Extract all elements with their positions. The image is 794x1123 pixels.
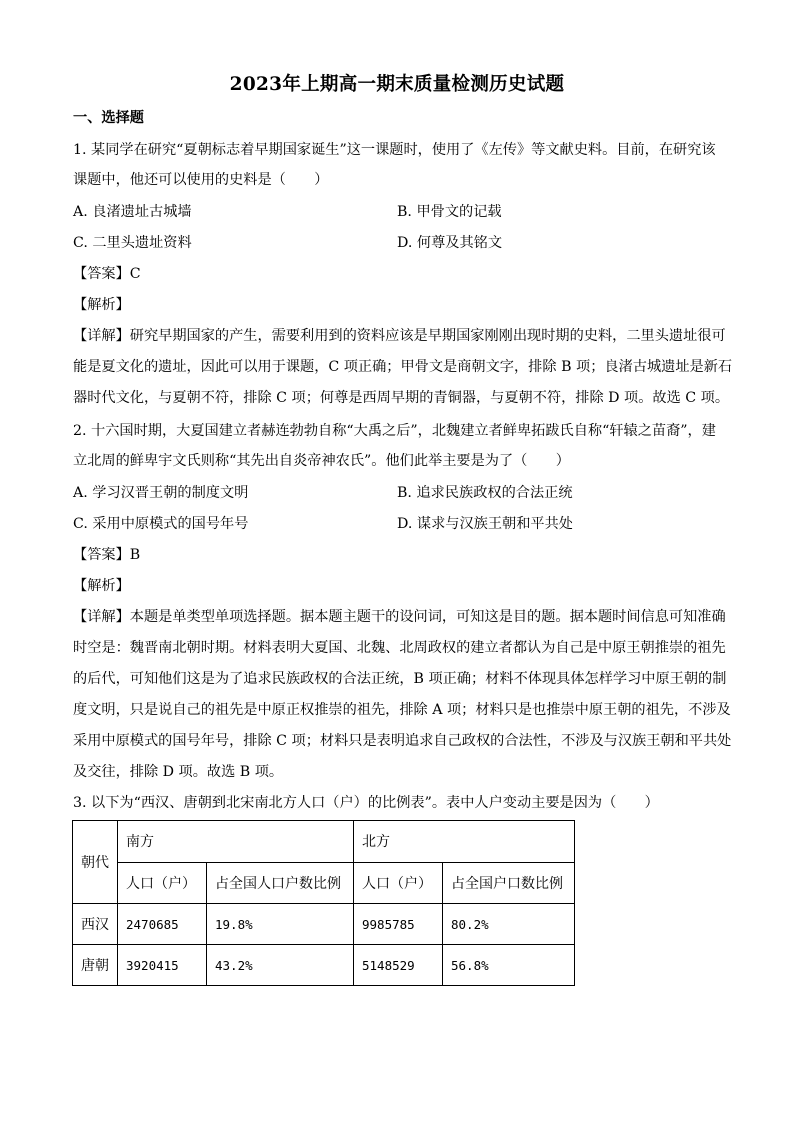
table-row <box>73 945 575 986</box>
subheader-south-pop: 人口（户） <box>118 862 207 904</box>
row-south-ratio: 43.2% <box>207 945 354 986</box>
row-dynasty: 西汉 <box>73 904 118 945</box>
row-south-pop: 2470685 <box>118 904 207 945</box>
row-north-pop: 5148529 <box>354 945 443 986</box>
header-south: 南方 <box>118 821 354 863</box>
row-south-ratio: 19.8% <box>207 904 354 945</box>
q1-option-b: B. 甲骨文的记载 <box>397 204 502 220</box>
q1-detail-line2: 能是夏文化的遗址，因此可以用于课题，C 项正确；甲骨文是商朝文字，排除 B 项；良渚古城遗址是新石 <box>73 359 733 375</box>
table-header-row <box>73 821 575 863</box>
row-north-pop: 9985785 <box>354 904 443 945</box>
q2-option-d: D. 谋求与汉族王朝和平共处 <box>397 516 573 532</box>
q2-option-a: A. 学习汉晋王朝的制度文明 <box>73 485 249 501</box>
q2-answer: 【答案】B <box>73 547 141 563</box>
q2-option-c: C. 采用中原模式的国号年号 <box>73 516 249 532</box>
subheader-north-pop: 人口（户） <box>354 862 443 904</box>
q2-stem-line2: 立北周的鲜卑宇文氏则称“其先出自炎帝神农氏”。他们此举主要是为了（ ） <box>73 453 570 469</box>
q1-answer: 【答案】C <box>73 266 141 282</box>
subheader-north-ratio: 占全国户口数比例 <box>443 862 575 904</box>
row-north-ratio: 56.8% <box>443 945 575 986</box>
q2-option-b: B. 追求民族政权的合法正统 <box>397 485 573 501</box>
section-heading: 一、选择题 <box>73 110 144 126</box>
q3-stem: 3. 以下为“西汉、唐朝到北宋南北方人口（户）的比例表”。表中人户变动主要是因为（ ） <box>73 795 659 811</box>
q2-stem-line1: 2. 十六国时期，大夏国建立者赫连勃勃自称“大禹之后”，北魏建立者鲜卑拓跋氏自称“轩辕之苗裔”，建 <box>73 423 716 439</box>
page-title: 2023年上期高一期末质量检测历史试题 <box>229 74 565 95</box>
header-north: 北方 <box>354 821 575 863</box>
q1-detail-line3: 器时代文化，与夏朝不符，排除 C 项；何尊是西周早期的青铜器，与夏朝不符，排除 D 项。故选 C 项。 <box>73 390 730 406</box>
q2-analysis-label: 【解析】 <box>73 578 130 594</box>
row-north-ratio: 80.2% <box>443 904 575 945</box>
header-dynasty: 朝代 <box>73 821 118 904</box>
table-subheader-row <box>73 862 575 904</box>
q2-detail-line6: 及交往，排除 D 项。故选 B 项。 <box>73 764 284 780</box>
q1-option-a: A. 良渚遗址古城墙 <box>73 204 192 220</box>
q2-detail-line4: 度文明，只是说自己的祖先是中原正权推崇的祖先，排除 A 项；材料只是也推崇中原王朝的祖先，不涉及 <box>73 702 731 718</box>
q2-detail-line2: 时空是：魏晋南北朝时期。材料表明大夏国、北魏、北周政权的建立者都认为自己是中原王朝推崇的祖先 <box>73 640 726 656</box>
q2-detail-line5: 采用中原模式的国号年号，排除 C 项；材料只是表明追求自己政权的合法性，不涉及与汉族王朝和平共处 <box>73 733 732 749</box>
population-table <box>72 820 575 986</box>
subheader-south-ratio: 占全国人口户数比例 <box>207 862 354 904</box>
table-row <box>73 904 575 945</box>
q1-detail-line1: 【详解】研究早期国家的产生，需要利用到的资料应该是早期国家刚刚出现时期的史料，二里头遗址很可 <box>73 328 726 344</box>
q1-stem-line2: 课题中，他还可以使用的史料是（ ） <box>73 172 329 188</box>
q1-option-d: D. 何尊及其铭文 <box>397 235 503 251</box>
row-south-pop: 3920415 <box>118 945 207 986</box>
q1-analysis-label: 【解析】 <box>73 297 130 313</box>
q2-detail-line1: 【详解】本题是单类型单项选择题。据本题主题干的设问词，可知这是目的题。据本题时间信息可知准确 <box>73 609 726 625</box>
q1-stem-line1: 1. 某同学在研究“夏朝标志着早期国家诞生”这一课题时，使用了《左传》等文献史料。目前，在研究该 <box>73 142 716 158</box>
q2-detail-line3: 的后代，可知他们这是为了追求民族政权的合法正统，B 项正确；材料不体现具体怎样学习中原王朝的制 <box>73 671 727 687</box>
row-dynasty: 唐朝 <box>73 945 118 986</box>
q1-option-c: C. 二里头遗址资料 <box>73 235 192 251</box>
